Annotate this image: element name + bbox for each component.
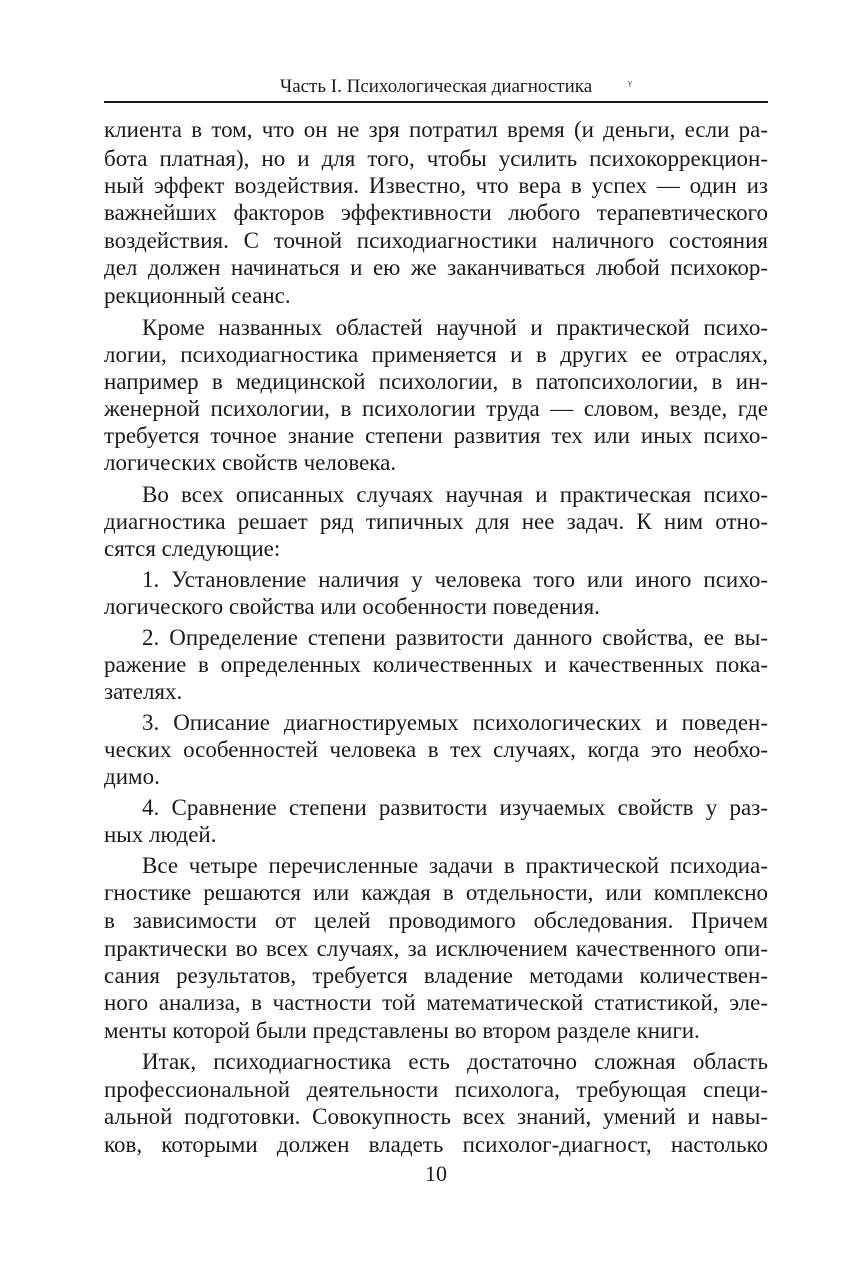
page-number: 10: [425, 1161, 447, 1186]
text-line: рекционный сеанс.: [104, 283, 291, 308]
text-line: практически во всех случаях, за исключением качественного опи-: [104, 936, 768, 961]
text-line: сания результатов, требуется владение методами количествен-: [104, 963, 768, 988]
text-line: профессиональной деятельности психолога, требующая специ-: [104, 1077, 768, 1102]
text-line: логических свойств человека.: [104, 450, 397, 475]
text-line: дел должен начинаться и ею же заканчиваться любой психокор-: [104, 255, 768, 280]
list-item: 3. Описание диагностируемых психологических и поведен-: [142, 710, 768, 735]
text-line: клиента в том, что он не зря потратил время (и деньги, если ра-: [104, 117, 768, 142]
header-rule: [104, 101, 768, 103]
text-line: ческих особенностей человека в тех случаях, когда это необхо-: [104, 737, 768, 762]
text-line: логического свойства или особенности поведения.: [104, 594, 600, 619]
text-line: Итак, психодиагностика есть достаточно сложная область: [142, 1049, 768, 1074]
text-line: ного анализа, в частности той математической статистикой, эле-: [104, 990, 768, 1015]
text-line: сятся следующие:: [104, 536, 281, 561]
text-line: ный эффект воздействия. Известно, что вера в успех — один из: [104, 173, 768, 198]
text-line: зателях.: [104, 679, 183, 704]
text-line: в зависимости от целей проводимого обследования. Причем: [104, 908, 768, 933]
text-line: альной подготовки. Совокупность всех знаний, умений и навы-: [104, 1104, 768, 1129]
text-line: воздействия. С точной психодиагностики наличного состояния: [104, 228, 768, 253]
running-header: Часть I. Психологическая диагностика: [279, 76, 593, 97]
list-item: 2. Определение степени развитости данного свойства, ее вы-: [142, 625, 768, 650]
text-line: Все четыре перечисленные задачи в практической психодиа-: [142, 853, 768, 878]
text-line: женерной психологии, в психологии труда — словом, везде, где: [104, 396, 768, 421]
text-line: Кроме названных областей научной и практической психо-: [142, 315, 768, 340]
text-line: ражение в определенных количественных и качественных пока-: [104, 652, 768, 677]
list-item: 1. Установление наличия у человека того или иного психо-: [142, 567, 768, 592]
text-line: диагностика решает ряд типичных для нее задач. К ним отно-: [104, 509, 768, 534]
text-line: требуется точное знание степени развития тех или иных психо-: [104, 423, 768, 448]
text-line: менты которой были представлены во втором разделе книги.: [104, 1018, 700, 1043]
header-ornament: ᵞ: [628, 78, 632, 93]
text-line: Во всех описанных случаях научная и практическая психо-: [142, 482, 768, 507]
list-item: 4. Сравнение степени развитости изучаемых свойств у раз-: [142, 795, 768, 820]
text-line: важнейших факторов эффективности любого терапевтического: [104, 200, 768, 225]
text-line: например в медицинской психологии, в патопсихологии, в ин-: [104, 369, 768, 394]
text-line: димо.: [104, 764, 160, 789]
text-line: гностике решаются или каждая в отдельности, или комплексно: [104, 880, 768, 905]
text-line: ков, которыми должен владеть психолог-диагност, настолько: [104, 1132, 768, 1157]
text-line: ных людей.: [104, 822, 217, 847]
text-line: бота платная), но и для того, чтобы усилить психокоррекцион-: [104, 146, 768, 171]
text-line: логии, психодиагностика применяется и в других ее отраслях,: [104, 342, 768, 367]
